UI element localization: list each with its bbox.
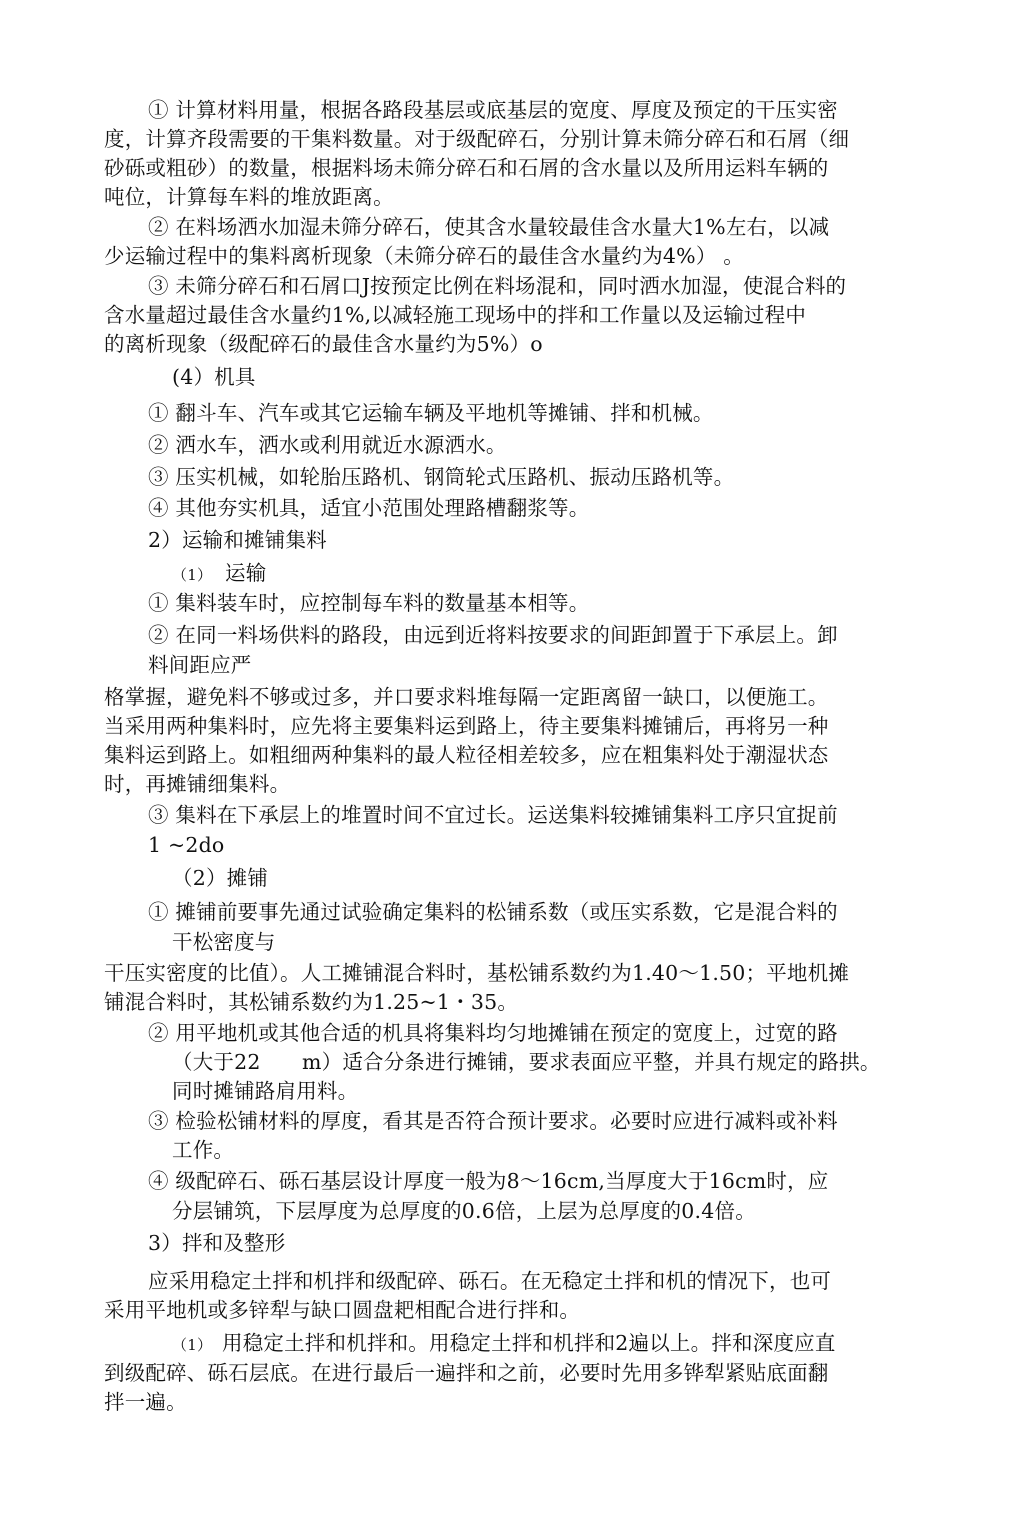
text-line: ② 在料场洒水加湿未筛分碎石，使其含水量较最佳含水量大1%左右，以减 — [148, 215, 830, 239]
text-line: 铺混合料时，其松铺系数约为1.25~1・35。 — [104, 990, 519, 1014]
text-line: ④ 级配碎石、砾石基层设计厚度一般为8～16cm,当厚度大于16cm时，应 — [148, 1169, 829, 1193]
text-line: 拌一遍。 — [104, 1390, 187, 1414]
text-line: 同时摊铺路肩用料。 — [172, 1079, 359, 1103]
text-line: （大于22 m）适合分条进行摊铺，要求表面应平整，并具冇规定的路拱。 — [172, 1050, 881, 1074]
text-line: 吨位，计算每车料的堆放距离。 — [104, 185, 394, 209]
text-line: ④ 其他夯实机具，适宜小范围处理路槽翻浆等。 — [148, 496, 590, 520]
text-line: ③ 集料在下承层上的堆置时间不宜过长。运送集料较摊铺集料工序只宜捉前 — [148, 803, 838, 827]
text-line: ③ 检验松铺材料的厚度，看其是否符合预计要求。必要时应进行减料或补料 — [148, 1109, 838, 1133]
text-line: 格掌握，避免料不够或过多，并口要求料堆每隔一定距离留一缺口，以便施工。 — [104, 685, 829, 709]
text-line: 采用平地机或多锌犁与缺口圆盘耙相配合进行拌和。 — [104, 1298, 581, 1322]
item-number: （1） — [172, 566, 213, 584]
section-heading: 2）运输和摊铺集料 — [148, 528, 327, 552]
section-heading: （2）摊铺 — [172, 866, 269, 890]
text-line: ② 用平地机或其他合适的机具将集料均匀地摊铺在预定的宽度上，过宽的路 — [148, 1021, 838, 1045]
text-line: ② 洒水车，洒水或利用就近水源洒水。 — [148, 433, 507, 457]
text-line: 干松密度与 — [172, 930, 276, 954]
text-line: ② 在同一料场供料的路段，由远到近将料按要求的间距卸置于下承层上。卸 — [148, 623, 838, 647]
text-line: ① 集料装车时，应控制每车料的数量基本相等。 — [148, 591, 590, 615]
text-line: 当采用两种集料时，应先将主要集料运到路上，待主要集料摊铺后，再将另一种 — [104, 714, 829, 738]
section-heading: 3）拌和及整形 — [148, 1231, 286, 1255]
text-line: 的离析现象（级配碎石的最佳含水量约为5%）o — [104, 332, 543, 356]
text-line: 时，再摊铺细集料。 — [104, 772, 291, 796]
text-line: ③ 未筛分碎石和石屑口J按预定比例在料场混和，同吋洒水加湿，使混合料的 — [148, 274, 847, 298]
text-line: 砂砾或粗砂）的数量，根据料场未筛分碎石和石屑的含水量以及所用运料车辆的 — [104, 156, 829, 180]
text-line: 1 ~2do — [148, 833, 225, 857]
text-line: 工作。 — [172, 1138, 235, 1162]
text-line: 少运输过程中的集料离析现象（未筛分碎石的最佳含水量约为4%） 。 — [104, 244, 744, 268]
text-line: ① 计算材料用量，根据各路段基层或底基层的宽度、厚度及预定的干压实密 — [148, 98, 838, 122]
text-line: ① 摊铺前要事先通过试验确定集料的松铺系数（或压实系数，它是混合料的 — [148, 900, 838, 924]
section-heading: (4）机具 — [172, 365, 256, 389]
text-line: ③ 压实机械，如轮胎压路机、钢筒轮式压路机、振动压路机等。 — [148, 465, 735, 489]
text-line: 干压实密度的比值）。人工摊铺混合料时，基松铺系数约为1.40～1.50；平地机摊 — [104, 961, 850, 985]
text-line: 到级配碎、砾石层底。在进行最后一遍拌和之前，必要时先用多铧犁紧贴底面翻 — [104, 1361, 829, 1385]
text-line: 分层铺筑，下层厚度为总厚度的0.6倍，上层为总厚度的0.4倍。 — [172, 1199, 756, 1223]
text-line: 应采用稳定土拌和机拌和级配碎、砾石。在无稳定土拌和机的情况下，也可 — [148, 1269, 832, 1293]
section-heading: 运输 — [225, 561, 267, 585]
text-line: 集料运到路上。如粗细两种集料的最人粒径相差较多，应在粗集料处于潮湿状态 — [104, 743, 829, 767]
text-line: 含水量超过最佳含水量约1%,以减轻施工现场中的拌和工作量以及运输过程中 — [104, 303, 807, 327]
text-line: 用稳定土拌和机拌和。用稳定土拌和机拌和2遍以上。拌和深度应直 — [222, 1331, 836, 1355]
text-line: 度，计算齐段需要的干集料数量。对于级配碎石，分别计算未筛分碎石和石屑（细 — [104, 127, 850, 151]
text-line: ① 翻斗车、汽车或其它运输车辆及平地机等摊铺、拌和机械。 — [148, 401, 714, 425]
text-line: 料间距应严 — [148, 653, 252, 677]
item-number: （1） — [172, 1336, 213, 1354]
